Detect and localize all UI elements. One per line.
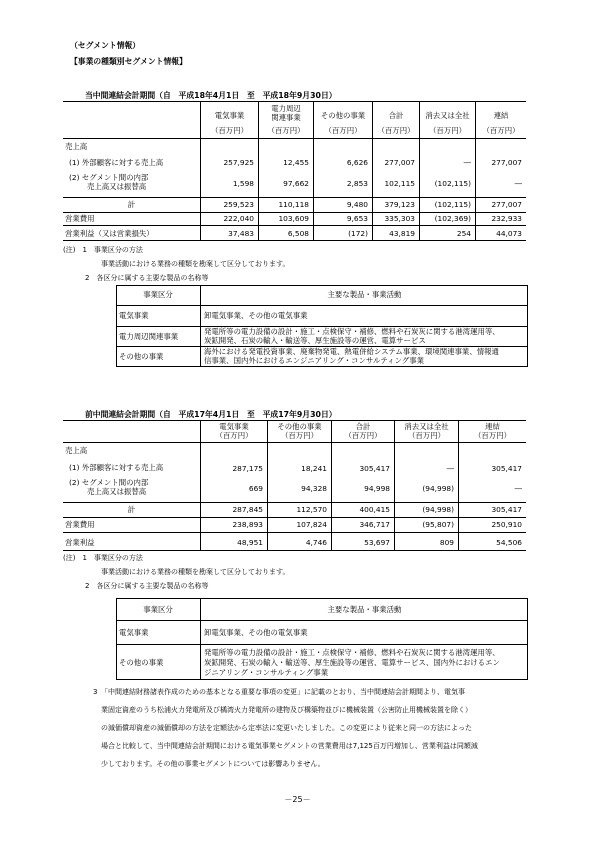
note-3-line: 業固定資産のうち松浦火力発電所及び橘湾火力発電所の建物及び構築物並びに機械装置（公害防止用機械装置を除く） (101, 706, 472, 714)
row-label-expenses: 営業費用 (65, 520, 95, 529)
cell: 37,483 (228, 229, 254, 238)
row-label-internal: (2) セグメント間の内部 (69, 478, 149, 487)
seg-desc: 海外における発電投資事業、廃棄物発電、熱電併給システム事業、環境関連事業、情報通 (204, 347, 499, 356)
cell: 809 (439, 538, 454, 547)
col-header-elimination: 消去又は全社 (404, 422, 449, 431)
seg-desc: 炭鉱開発、石炭の輸入・輸送等、厚生施設等の運営、電算サービス (204, 336, 426, 345)
cell: ― (514, 484, 522, 493)
cell: 43,819 (389, 229, 415, 238)
note-1-body: 事業活動における業務の種類を勘案して区分しております。 (101, 568, 290, 576)
cell: 44,073 (496, 229, 522, 238)
seg-name: その他の事業 (119, 352, 164, 361)
row-label-sales: 売上高 (65, 446, 88, 455)
cell: (102,369) (434, 214, 471, 223)
row-label-profit: 営業利益（又は営業損失） (65, 229, 154, 238)
previous-segment-table (63, 420, 526, 551)
page-number: －25－ (284, 795, 311, 804)
cell: 1,598 (232, 179, 254, 188)
section-title: （セグメント情報） (70, 41, 141, 50)
note-3-line: の減価償却資産の減価償却の方法を定額法から定率法に変更いたしました。この変更により従来と同一の方法によった (101, 724, 472, 732)
cell: 346,717 (359, 520, 390, 529)
col-header-total: 合計 (355, 422, 371, 431)
cell: (102,115) (434, 200, 471, 209)
cell: 48,951 (237, 538, 263, 547)
unit-label: （百万円） (267, 126, 305, 135)
seg-name: 電気事業 (119, 311, 149, 320)
cell: (95,807) (422, 520, 454, 529)
seg-name: 電気事業 (119, 628, 149, 637)
cell: 12,455 (283, 158, 309, 167)
col-header-consolidated: 連結 (485, 422, 500, 431)
cell: 94,998 (364, 484, 390, 493)
col-header-total: 合計 (388, 111, 404, 120)
row-label-sales: 売上高 (65, 142, 88, 151)
cell: 54,506 (496, 538, 522, 547)
note-3-line: 少しております。その他の事業セグメントについては影響ありません。 (101, 760, 325, 768)
col-header-other: その他の事業 (277, 422, 322, 431)
cell: 112,570 (296, 505, 327, 514)
seg-header-products: 主要な製品・事業活動 (327, 605, 402, 614)
note-2: 2 各区分に属する主要な製品の名称等 (85, 582, 209, 590)
seg-desc: 信事業、国内外におけるエンジニアリング・コンサルティング事業 (204, 356, 424, 365)
cell: 379,123 (384, 200, 415, 209)
cell: 254 (456, 229, 471, 238)
cell: ― (446, 464, 454, 473)
current-period-title: 当中間連結会計期間（自 平成18年4月1日 至 平成18年9月30日） (85, 91, 337, 100)
seg-header-category: 事業区分 (143, 290, 173, 299)
seg-desc: 卸電気事業、その他の電気事業 (204, 311, 308, 320)
unit-label: （百万円） (344, 431, 382, 440)
cell: 277,007 (491, 200, 522, 209)
col-header-elimination: 消去又は全社 (425, 111, 470, 120)
seg-header-category: 事業区分 (143, 605, 173, 614)
unit-label: （百万円） (474, 431, 511, 440)
cell: 97,662 (283, 179, 309, 188)
cell: 9,653 (346, 214, 368, 223)
seg-header-products: 主要な製品・事業活動 (327, 290, 402, 299)
cell: 305,417 (491, 464, 522, 473)
unit-label: （百万円） (281, 431, 318, 440)
cell: ― (463, 158, 471, 167)
cell: 669 (248, 484, 263, 493)
unit-label: （百万円） (429, 126, 466, 135)
col-header-other: その他の事業 (320, 111, 366, 120)
cell: 259,523 (223, 200, 254, 209)
cell: 277,007 (491, 158, 522, 167)
cell: 305,417 (491, 505, 522, 514)
cell: 18,241 (301, 464, 327, 473)
seg-desc: 卸電気事業、その他の電気事業 (204, 628, 308, 637)
row-label-internal-2: 売上高又は振替高 (87, 487, 147, 496)
cell: 53,697 (364, 538, 390, 547)
unit-label: （百万円） (215, 431, 253, 440)
section-subtitle: 【事業の種類別セグメント情報】 (70, 57, 187, 66)
cell: 335,303 (384, 214, 415, 223)
cell: 6,508 (287, 229, 309, 238)
cell: 277,007 (384, 158, 415, 167)
seg-desc: ジニアリング・コンサルティング事業 (204, 668, 329, 677)
row-label-total: 計 (127, 200, 136, 209)
cell: (94,998) (422, 484, 454, 493)
cell: 287,175 (232, 464, 263, 473)
row-label-expenses: 営業費用 (65, 214, 95, 223)
col-header-peripheral: 電力周辺 関連事業 (271, 104, 301, 123)
col-header-electric: 電気事業 (219, 422, 249, 431)
seg-desc: 発電所等の電力設備の設計・施工・点検保守・補修、燃料や石炭灰に関する港湾運用等、 (204, 648, 500, 657)
row-label-external: (1) 外部顧客に対する売上高 (69, 158, 164, 167)
note-3-line: 場合と比較して、当中間連結会計期間における電気事業セグメントの営業費用は7,125百万円増加し、営業利益は同額減 (101, 742, 478, 750)
note-1: (注) 1 事業区分の方法 (63, 246, 143, 254)
cell: 103,609 (278, 214, 309, 223)
cell: 107,824 (296, 520, 327, 529)
cell: 257,925 (223, 158, 254, 167)
cell: 2,853 (346, 179, 368, 188)
cell: 400,415 (359, 505, 390, 514)
cell: (102,115) (434, 179, 471, 188)
unit-label: （百万円） (377, 126, 415, 135)
cell: 232,933 (491, 214, 522, 223)
note-1-body: 事業活動における業務の種類を勘案して区分しております。 (101, 260, 290, 268)
previous-period-title: 前中間連結会計期間（自 平成17年4月1日 至 平成17年9月30日） (85, 410, 337, 419)
cell: 6,626 (346, 158, 368, 167)
seg-name: その他の事業 (119, 658, 164, 667)
col-header-consolidated: 連結 (493, 111, 509, 120)
cell: 110,118 (278, 200, 309, 209)
cell: (94,998) (422, 505, 454, 514)
cell: ― (514, 179, 522, 188)
note-2: 2 各区分に属する主要な製品の名称等 (85, 274, 209, 282)
row-label-internal: (2) セグメント間の内部 (69, 173, 149, 182)
row-label-profit: 営業利益 (65, 538, 95, 547)
cell: 94,328 (301, 484, 327, 493)
previous-category-table (116, 598, 528, 680)
cell: (172) (348, 229, 368, 238)
cell: 222,040 (223, 214, 254, 223)
row-label-external: (1) 外部顧客に対する売上高 (69, 463, 164, 472)
current-segment-table (63, 101, 526, 241)
cell: 250,910 (491, 520, 522, 529)
unit-label: （百万円） (482, 126, 520, 135)
row-label-total: 計 (127, 505, 136, 514)
cell: 102,115 (384, 179, 415, 188)
unit-label: （百万円） (211, 126, 248, 135)
note-1: (注) 1 事業区分の方法 (63, 554, 143, 562)
unit-label: （百万円） (324, 126, 362, 135)
cell: 305,417 (359, 464, 390, 473)
seg-desc: 炭鉱開発、石炭の輸入・輸送等、厚生施設等の運営、電算サービス、国内外におけるエン (204, 658, 500, 667)
col-header-electric: 電気事業 (214, 111, 245, 120)
unit-label: （百万円） (408, 431, 445, 440)
current-category-table (116, 285, 528, 367)
cell: 9,480 (346, 200, 368, 209)
row-label-internal-2: 売上高又は振替高 (87, 182, 147, 191)
cell: 287,845 (232, 505, 263, 514)
seg-name: 電力周辺関連事業 (119, 332, 179, 341)
note-3-line: 3 「中間連結財務諸表作成のための基本となる重要な事項の変更」に記載のとおり、当中間連結会計期間より、電気事 (93, 688, 465, 696)
cell: 238,893 (232, 520, 263, 529)
cell: 4,746 (305, 538, 327, 547)
seg-desc: 発電所等の電力設備の設計・施工・点検保守・補修、燃料や石炭灰に関する港湾運用等、 (204, 327, 500, 336)
